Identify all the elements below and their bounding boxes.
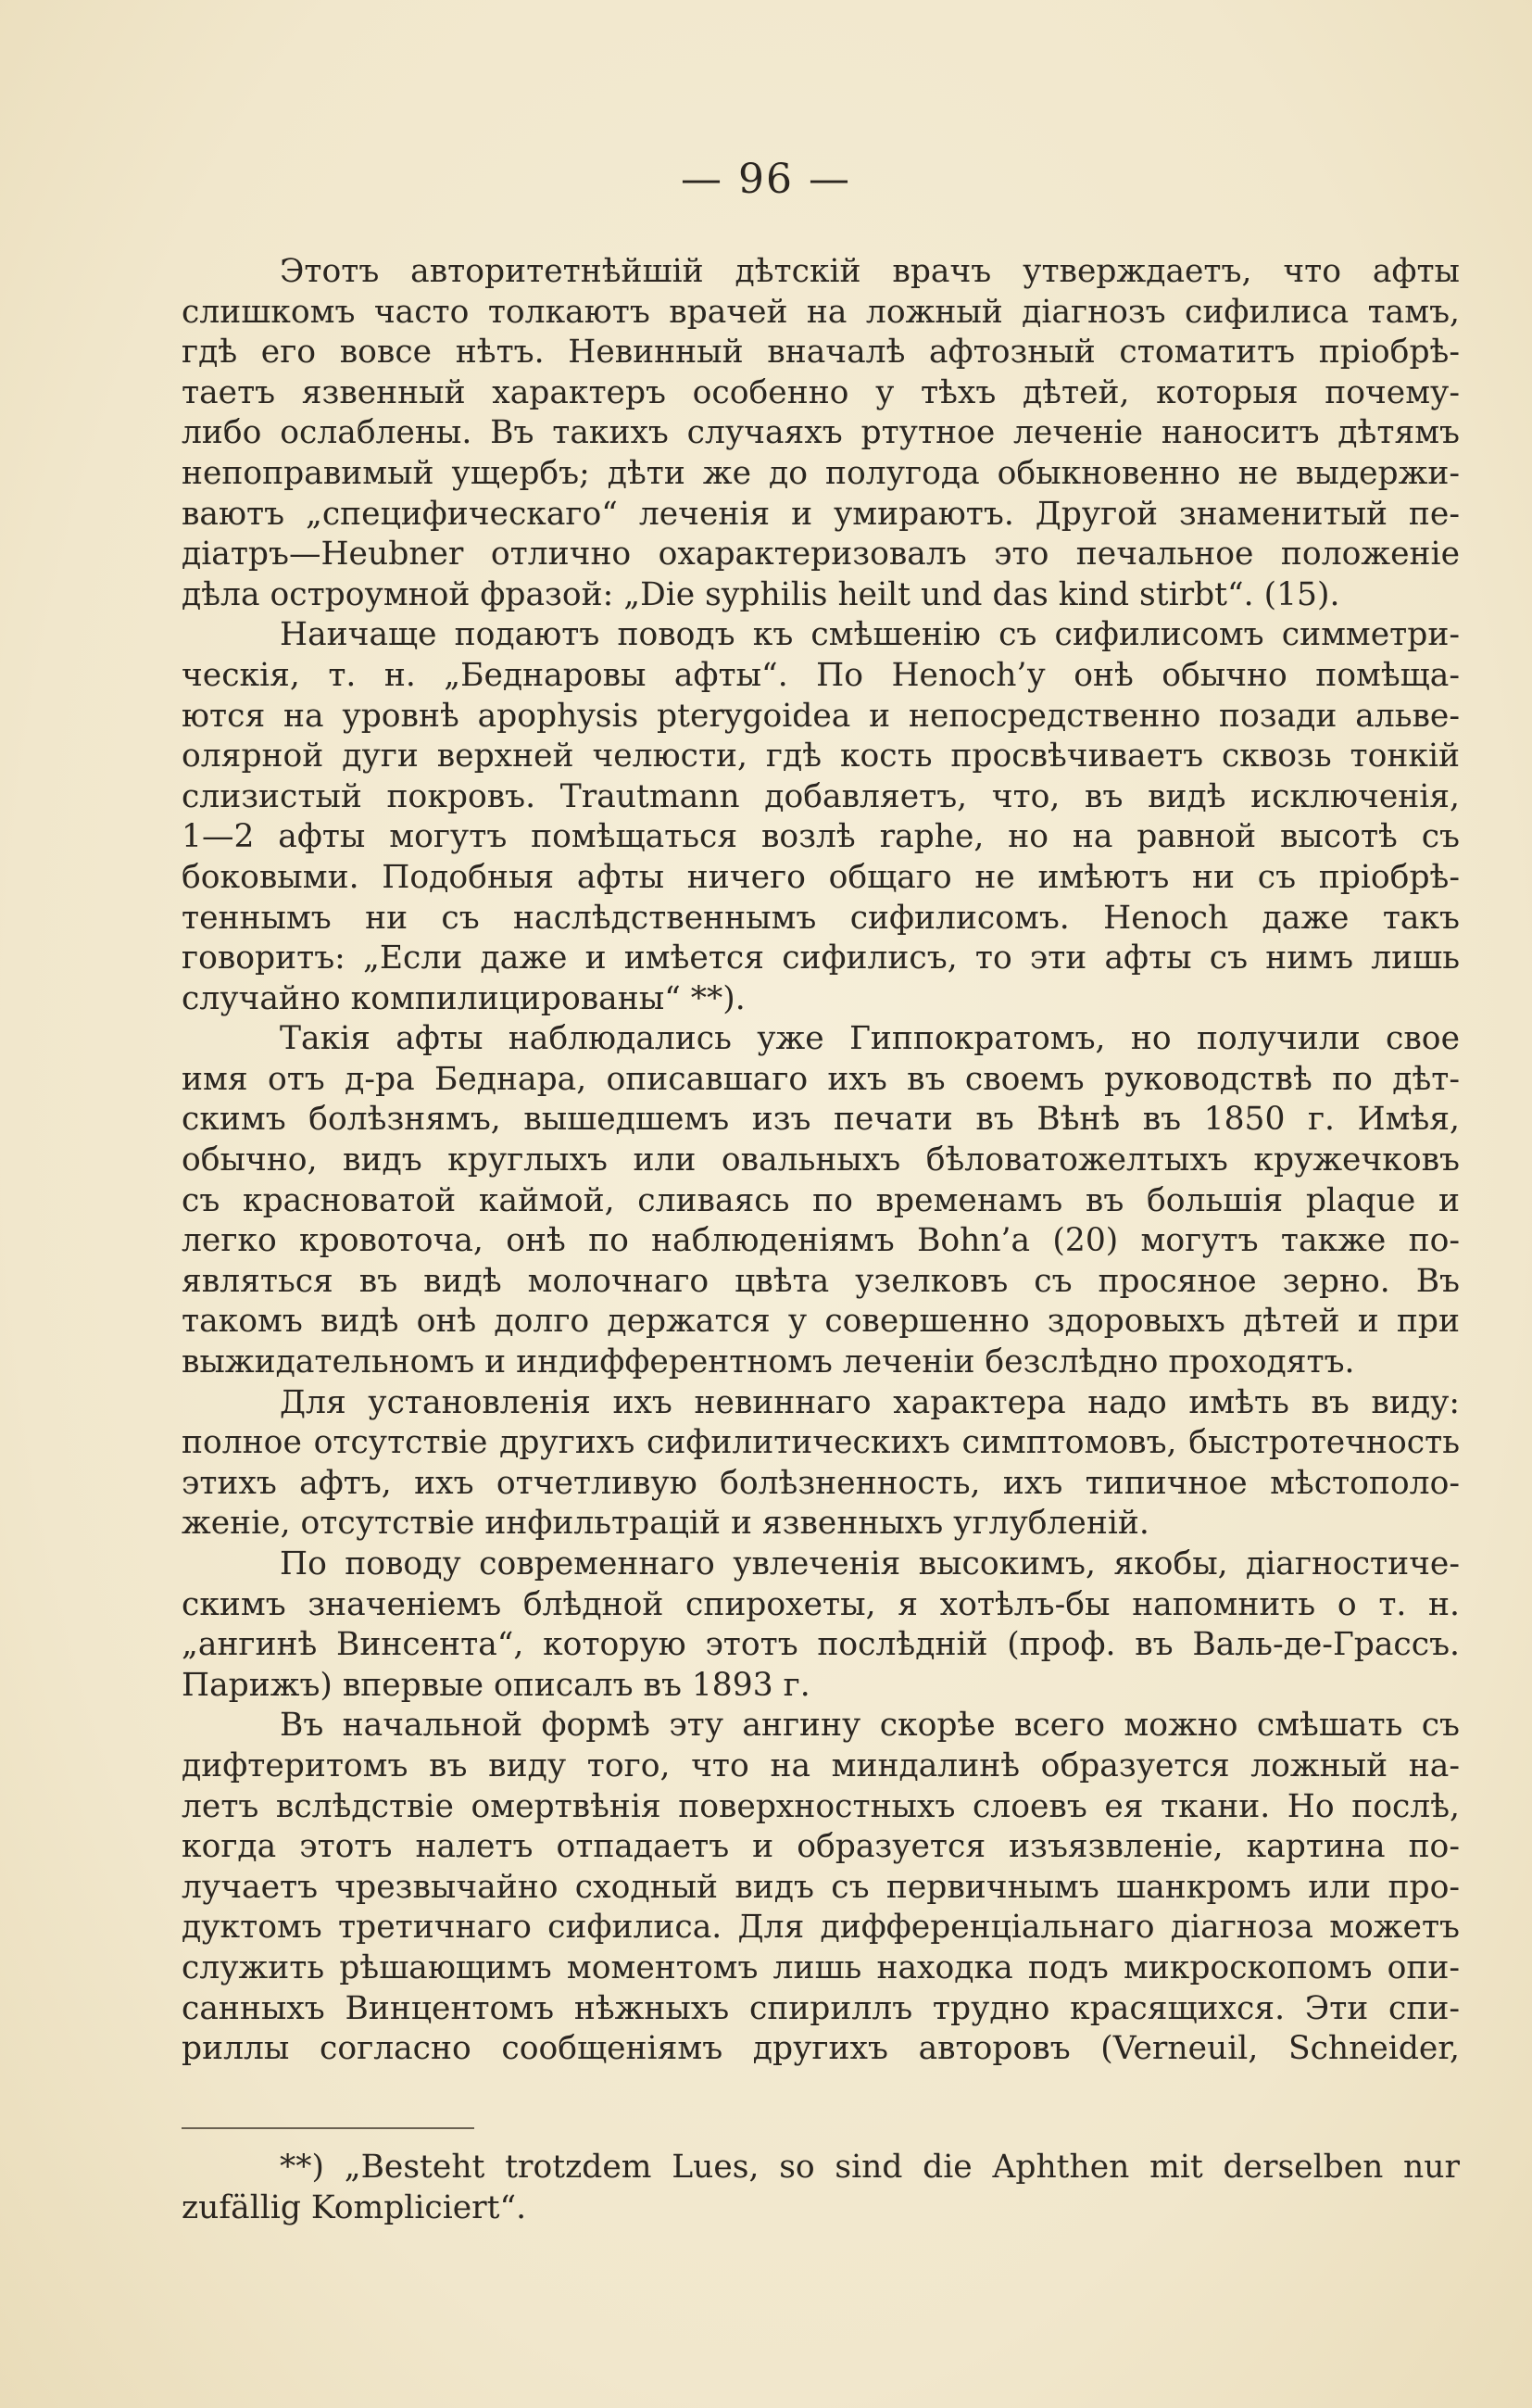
text-line: служить рѣшающимъ моментомъ лишь находка подъ микроскопомъ опи- [182,1948,1460,1986]
footnote-line: **) „Besteht trotzdem Lues, so sind die Aphthen mit derselben nur [280,2149,1460,2186]
text-line: Парижъ) впервые описалъ въ 1893 г. [182,1666,810,1704]
text-line: выжидательномъ и индифферентномъ леченіи безслѣдно проходятъ. [182,1343,1355,1381]
text-line: легко кровоточа, онѣ по наблюденіямъ Bohn’a (20) могутъ также по- [182,1222,1460,1260]
text-line: лучаетъ чрезвычайно сходный видъ съ первичнымъ шанкромъ или про- [182,1868,1460,1906]
text-line: слизистый покровъ. Trautmann добавляетъ, что, въ видѣ исключенія, [182,777,1460,815]
footnote-divider [182,2127,474,2129]
text-line: Въ начальной формѣ эту ангину скорѣе всего можно смѣшать съ [280,1707,1460,1745]
text-line: говоритъ: „Если даже и имѣется сифилисъ, то эти афты съ нимъ лишь [182,939,1460,977]
paragraph-4 [182,1383,1460,1544]
text-line: діатръ—Heubner отлично охарактеризовалъ это печальное положеніе [182,536,1460,574]
text-line: полное отсутствіе другихъ сифилитическихъ симптомовъ, быстротечность [182,1424,1460,1462]
paragraph-1 [182,252,1460,615]
text-line: таетъ язвенный характеръ особенно у тѣхъ дѣтей, которыя почему- [182,373,1460,411]
page-number: — 96 — [681,156,851,203]
text-line: ческія, т. н. „Беднаровы афты“. По Henoch’у онѣ обычно помѣща- [182,656,1460,694]
text-line: Этотъ авторитетнѣйшій дѣтскій врачъ утверждаетъ, что афты [280,253,1460,290]
text-line: теннымъ ни съ наслѣдственнымъ сифилисомъ. Henoch даже такъ [182,899,1460,937]
text-line: боковыми. Подобныя афты ничего общаго не имѣютъ ни съ пріобрѣ- [182,858,1460,896]
body-text [182,252,1460,2070]
text-line: имя отъ д-ра Беднара, описавшаго ихъ въ своемъ руководствѣ по дѣт- [182,1060,1460,1098]
text-line: „ангинѣ Винсента“, которую этотъ послѣдній (проф. въ Валь-де-Грассъ. [182,1626,1460,1664]
footnote [182,2148,1460,2228]
text-line: непоправимый ущербъ; дѣти же до полугода обыкновенно не выдержи- [182,454,1460,492]
text-line: Наичаще подаютъ поводъ къ смѣшенію съ сифилисомъ симметри- [280,616,1460,654]
text-line: олярной дуги верхней челюсти, гдѣ кость просвѣчиваетъ сквозь тонкій [182,738,1460,775]
text-line: летъ вслѣдствіе омертвѣнія поверхностныхъ слоевъ ея ткани. Но послѣ, [182,1787,1460,1825]
text-line: либо ослаблены. Въ такихъ случаяхъ ртутное леченіе наноситъ дѣтямъ [182,414,1460,452]
text-line: дифтеритомъ въ виду того, что на миндалинѣ образуется ложный на- [182,1746,1460,1784]
text-line: Такія афты наблюдались уже Гиппократомъ, но получили свое [280,1020,1460,1058]
text-line: ются на уровнѣ apophysis pterygoidea и непосредственно позади альве- [182,697,1460,735]
text-line: когда этотъ налетъ отпадаетъ и образуется изъязвленіе, картина по- [182,1828,1460,1866]
text-line: дѣла остроумной фразой: „Die syphilis heilt und das kind stirbt“. (15). [182,575,1340,613]
text-line: По поводу современнаго увлеченія высокимъ, якобы, діагностиче- [280,1545,1460,1582]
text-line: ваютъ „специфическаго“ леченія и умираютъ. Другой знаменитый пе- [182,495,1460,533]
text-line: гдѣ его вовсе нѣтъ. Невинный вначалѣ афтозный стоматитъ пріобрѣ- [182,334,1460,372]
text-line: съ красноватой каймой, сливаясь по временамъ въ большія plaque и [182,1181,1460,1219]
paragraph-2 [182,615,1460,1019]
paragraph-6 [182,1706,1460,2069]
text-line: Для установленія ихъ невиннаго характера надо имѣть въ виду: [280,1383,1460,1421]
text-line: дуктомъ третичнаго сифилиса. Для дифференціальнаго діагноза можетъ [182,1909,1460,1947]
text-line: 1—2 афты могутъ помѣщаться возлѣ raphe, но на равной высотѣ съ [182,818,1460,856]
text-line: скимъ болѣзнямъ, вышедшемъ изъ печати въ Вѣнѣ въ 1850 г. Имѣя, [182,1101,1460,1139]
footnote-line: zufällig Kompliciert“. [182,2188,527,2226]
paragraph-5 [182,1544,1460,1706]
text-line: этихъ афтъ, ихъ отчетливую болѣзненность, ихъ типичное мѣстополо- [182,1464,1460,1502]
text-line: слишкомъ часто толкаютъ врачей на ложный діагнозъ сифилиса тамъ, [182,293,1460,331]
text-line: санныхъ Винцентомъ нѣжныхъ спириллъ трудно красящихся. Эти спи- [182,1989,1460,2027]
text-line: обычно, видъ круглыхъ или овальныхъ бѣловатожелтыхъ кружечковъ [182,1141,1460,1179]
text-line: риллы согласно сообщеніямъ другихъ авторовъ (Verneuil, Schneider, [182,2030,1460,2068]
text-line: скимъ значеніемъ блѣдной спирохеты, я хотѣлъ-бы напомнить о т. н. [182,1585,1460,1623]
text-line: случайно компилицированы“ **). [182,979,746,1017]
text-line: являться въ видѣ молочнаго цвѣта узелковъ съ просяное зерно. Въ [182,1262,1460,1300]
text-line: такомъ видѣ онѣ долго держатся у совершенно здоровыхъ дѣтей и при [182,1303,1460,1341]
text-line: женіе, отсутствіе инфильтрацій и язвенныхъ углубленій. [182,1505,1149,1543]
paragraph-3 [182,1019,1460,1382]
